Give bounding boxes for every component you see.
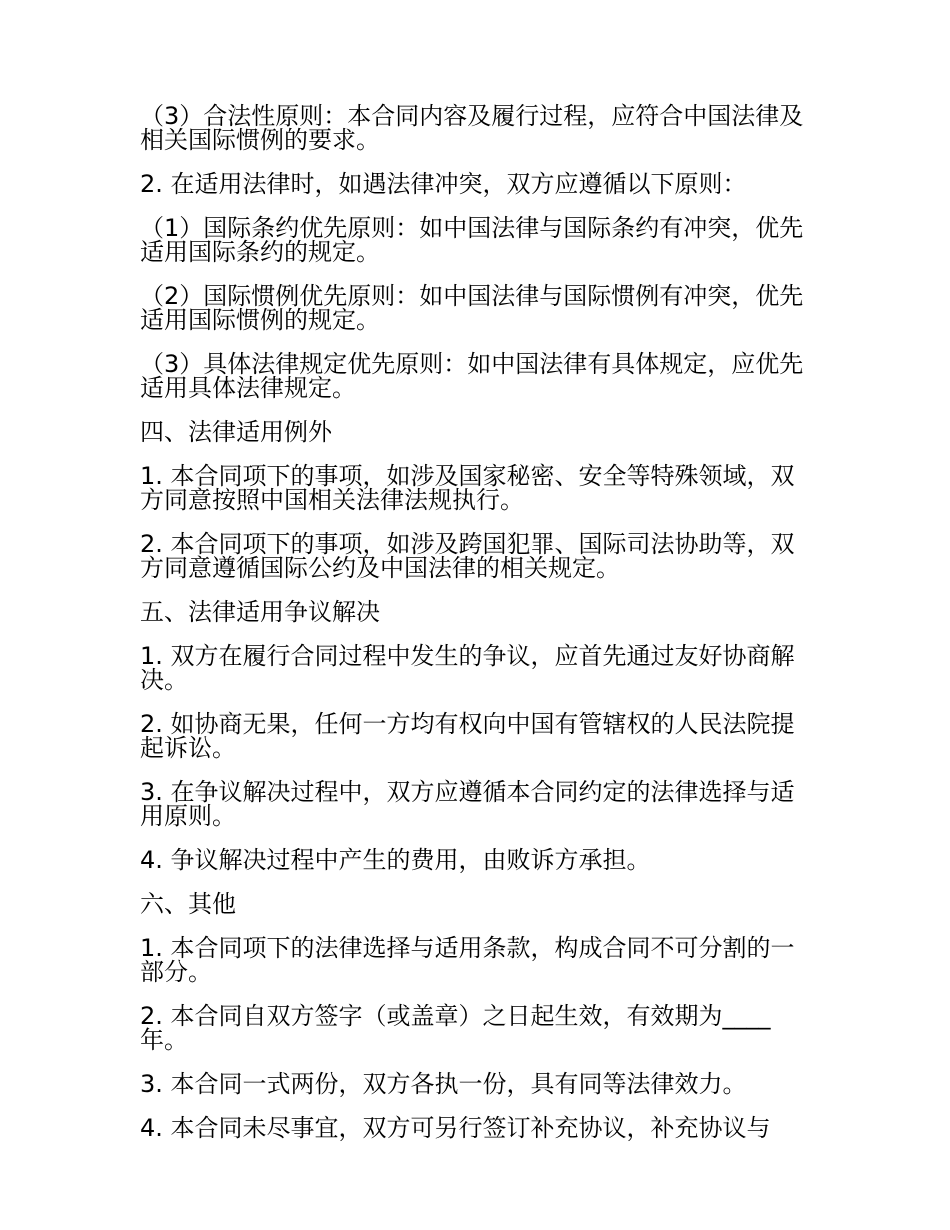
section-heading-other: 六、其他 — [140, 890, 236, 918]
paragraph-other-4: 4. 本合同未尽事宜，双方可另行签订补充协议，补充协议与 — [140, 1114, 771, 1142]
paragraph-treaty-priority: （1）国际条约优先原则：如中国法律与国际条约有冲突，优先适用国际条约的规定。 — [140, 214, 804, 266]
paragraph-other-3: 3. 本合同一式两份，双方各执一份，具有同等法律效力。 — [140, 1070, 747, 1098]
document-page — [140, 104, 805, 1160]
section-heading-dispute-resolution: 五、法律适用争议解决 — [140, 598, 380, 626]
paragraph-conflict-rules-intro: 2. 在适用法律时，如遇法律冲突，双方应遵循以下原则： — [140, 170, 747, 198]
paragraph-dispute-1: 1. 双方在履行合同过程中发生的争议，应首先通过友好协商解决。 — [140, 642, 795, 694]
paragraph-custom-priority: （2）国际惯例优先原则：如中国法律与国际惯例有冲突，优先适用国际惯例的规定。 — [140, 282, 804, 334]
paragraph-other-2: 2. 本合同自双方签字（或盖章）之日起生效，有效期为____年。 — [140, 1002, 771, 1054]
paragraph-legality-principle: （3）合法性原则：本合同内容及履行过程，应符合中国法律及相关国际惯例的要求。 — [140, 102, 804, 154]
paragraph-exception-2: 2. 本合同项下的事项，如涉及跨国犯罪、国际司法协助等，双方同意遵循国际公约及中国法律的相关规定。 — [140, 530, 795, 582]
paragraph-dispute-2: 2. 如协商无果，任何一方均有权向中国有管辖权的人民法院提起诉讼。 — [140, 710, 795, 762]
paragraph-specific-law-priority: （3）具体法律规定优先原则：如中国法律有具体规定，应优先适用具体法律规定。 — [140, 350, 804, 402]
paragraph-other-1: 1. 本合同项下的法律选择与适用条款，构成合同不可分割的一部分。 — [140, 934, 795, 986]
section-heading-exceptions: 四、法律适用例外 — [140, 418, 332, 446]
paragraph-exception-1: 1. 本合同项下的事项，如涉及国家秘密、安全等特殊领域，双方同意按照中国相关法律法规执行。 — [140, 462, 795, 514]
paragraph-dispute-4: 4. 争议解决过程中产生的费用，由败诉方承担。 — [140, 846, 651, 874]
paragraph-dispute-3: 3. 在争议解决过程中，双方应遵循本合同约定的法律选择与适用原则。 — [140, 778, 795, 830]
